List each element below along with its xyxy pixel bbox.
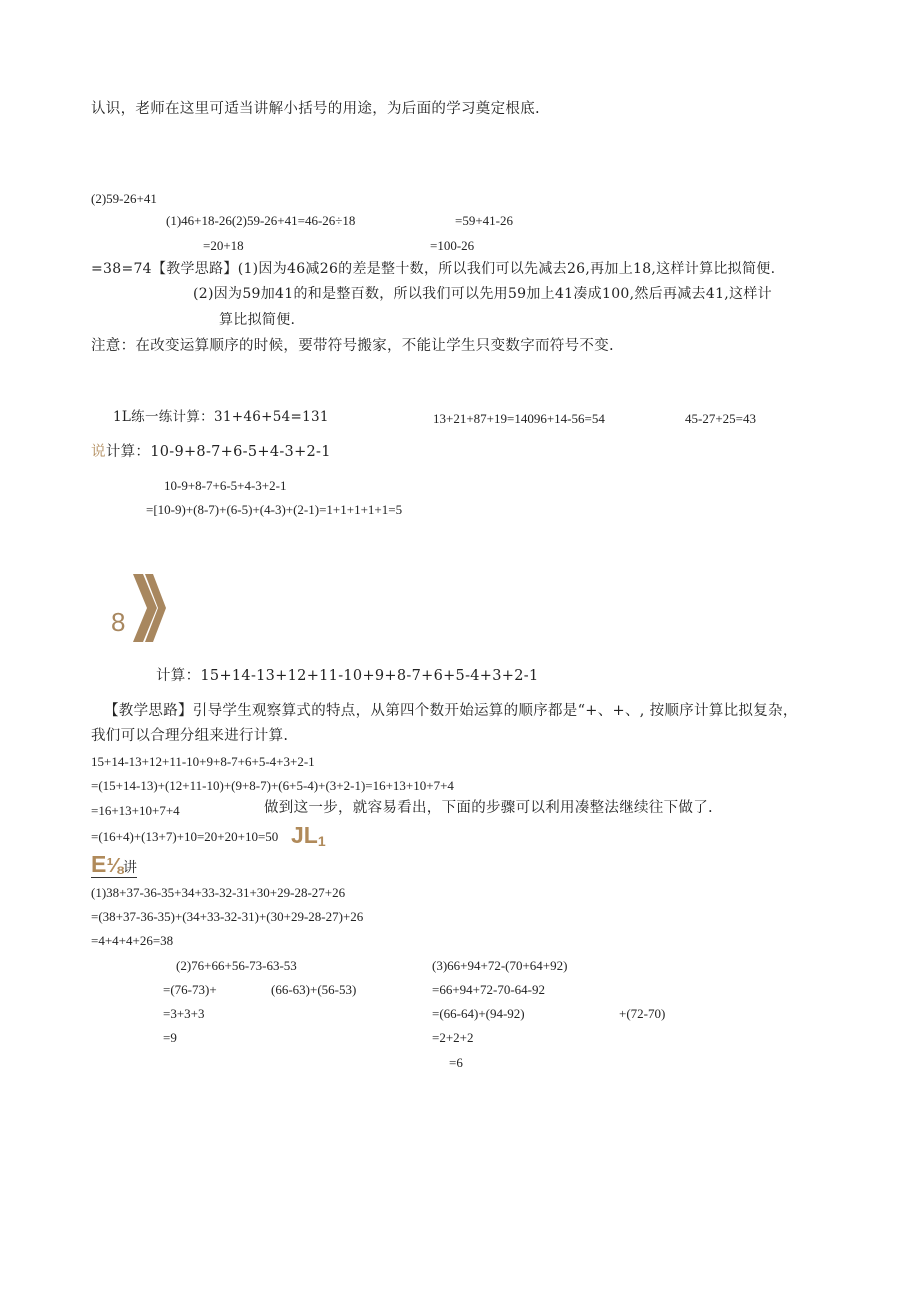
teaching-idea-1: =38=74【教学思路】(1)因为46减26的差是整十数，所以我们可以先减去26,再加上18,这样计算比拟简便.	[91, 261, 776, 277]
exercise-3-line-3b: +(72-70)	[619, 1006, 666, 1021]
calc-prefix: 说	[91, 444, 106, 460]
exercise-1-line-1: (1)38+37-36-35+34+33-32-31+30+29-28-27+26	[91, 885, 346, 900]
double-chevron-icon	[131, 572, 167, 644]
jl-logo-text: JL	[291, 822, 318, 848]
exercise-2-line-4: =9	[163, 1030, 177, 1045]
solution-row-1-right: =59+41-26	[455, 213, 513, 228]
section-logo-e: E	[91, 851, 107, 877]
calc-step-2: =[10-9)+(8-7)+(6-5)+(4-3)+(2-1)=1+1+1+1+1=5	[146, 502, 403, 517]
solution-row-2-right: =100-26	[430, 238, 475, 253]
solution-row-1-left: (1)46+18-26(2)59-26+41=46-26÷18	[166, 213, 356, 228]
practice-item-1: 1L练一练计算：31+46+54=131	[113, 409, 329, 425]
section-logo-text: 讲	[123, 860, 138, 876]
jl-logo	[291, 824, 326, 848]
teaching-idea-2: (2)因为59加41的和是整百数，所以我们可以先用59加上41凑成100,然后再减去41,这样计	[193, 286, 772, 302]
example2-step-4: =(16+4)+(13+7)+10=20+20+10=50	[91, 829, 279, 844]
practice-item-2: 13+21+87+19=14096+14-56=54	[433, 411, 605, 426]
exercise-2-line-3: =3+3+3	[163, 1006, 205, 1021]
exercise-3-line-4: =2+2+2	[432, 1030, 474, 1045]
practice-item-3: 45-27+25=43	[685, 411, 756, 426]
solution-row-2-left: =20+18	[203, 238, 244, 253]
teaching-idea-2-cont: 算比拟简便.	[219, 312, 296, 328]
example2-problem: 计算：15+14-13+12+11-10+9+8-7+6+5-4+3+2-1	[156, 668, 539, 684]
exercise-3-line-1: (3)66+94+72-(70+64+92)	[432, 958, 568, 973]
example2-thinking-1: 【教学思路】引导学生观察算式的特点，从第四个数开始运算的顺序都是“+、+、, 按顺序计算比拟复杂，	[104, 703, 798, 719]
exercise-1-line-2: =(38+37-36-35)+(34+33-32-31)+(30+29-28-27)+26	[91, 909, 364, 924]
exercise-3-line-3a: =(66-64)+(94-92)	[432, 1006, 525, 1021]
example2-step-3-note: 做到这一步，就容易看出，下面的步骤可以利用凑整法继续往下做了.	[264, 800, 713, 816]
section-logo-frac: ⅛	[106, 855, 124, 877]
example2-thinking-2: 我们可以合理分组来进行计算.	[91, 728, 289, 744]
example2-step-1: 15+14-13+12+11-10+9+8-7+6+5-4+3+2-1	[91, 754, 315, 769]
exercise-2-line-2a: =(76-73)+	[163, 982, 217, 997]
note-text: 注意：在改变运算顺序的时候，要带符号搬家，不能让学生只变数字而符号不变.	[91, 338, 614, 354]
problem-2-header: (2)59-26+41	[91, 191, 157, 206]
section-heading	[91, 853, 137, 878]
exercise-3-line-2: =66+94+72-70-64-92	[432, 982, 545, 997]
calc-label: 计算：10-9+8-7+6-5+4-3+2-1	[105, 444, 331, 460]
section-number-badge: 8	[111, 607, 126, 637]
calc-line	[91, 445, 331, 460]
jl-logo-sub: 1	[317, 833, 326, 849]
exercise-3-line-5: =6	[449, 1055, 463, 1070]
calc-step-1: 10-9+8-7+6-5+4-3+2-1	[164, 478, 287, 493]
example2-step-2: =(15+14-13)+(12+11-10)+(9+8-7)+(6+5-4)+(3+2-1)=16+13+10+7+4	[91, 778, 454, 793]
exercise-1-line-3: =4+4+4+26=38	[91, 933, 174, 948]
exercise-2-line-2b: (66-63)+(56-53)	[271, 982, 357, 997]
example2-step-3: =16+13+10+7+4	[91, 803, 180, 818]
exercise-2-line-1: (2)76+66+56-73-63-53	[176, 958, 297, 973]
intro-text: 认识，老师在这里可适当讲解小括号的用途，为后面的学习奠定根底.	[91, 101, 540, 117]
